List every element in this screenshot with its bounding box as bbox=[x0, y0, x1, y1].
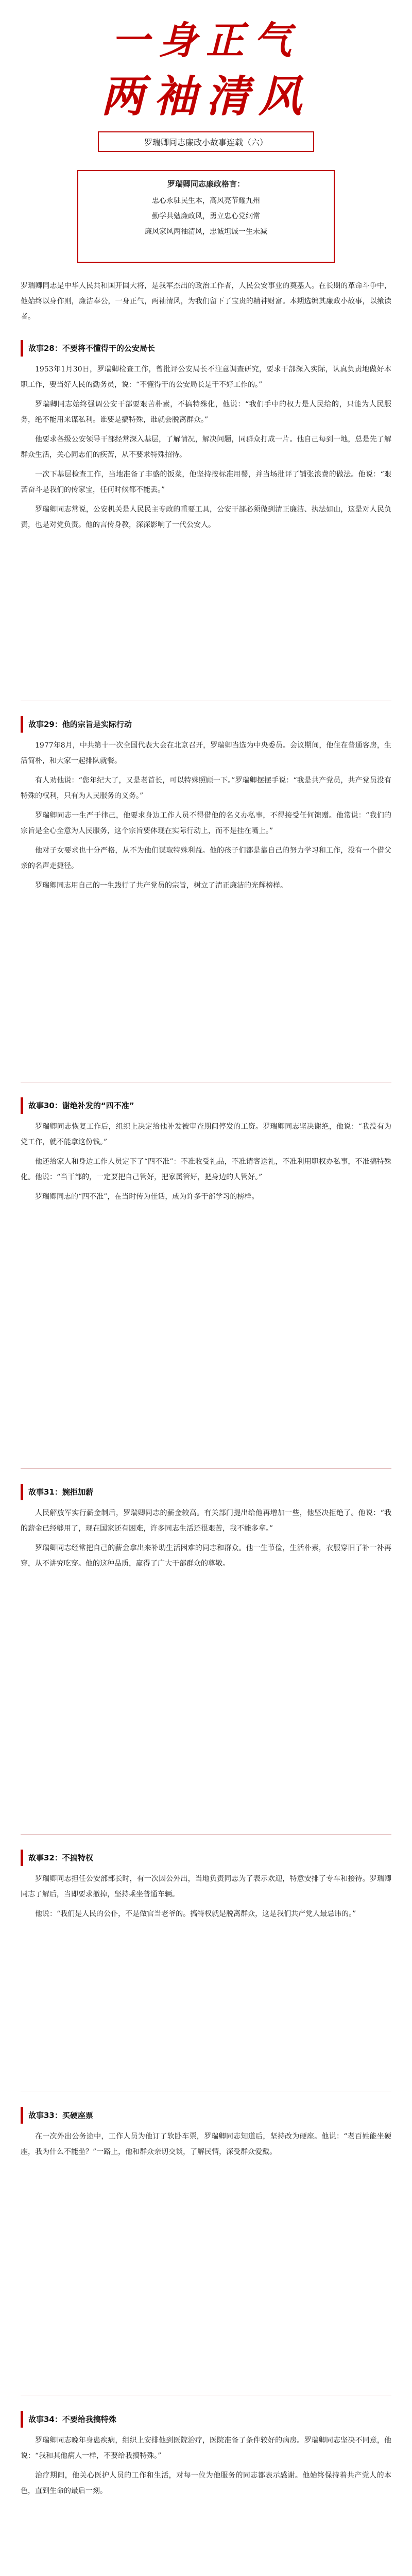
story-29 bbox=[21, 716, 391, 897]
story-paragraph: 人民解放军实行薪金制后，罗瑞卿同志的薪金较高。有关部门提出给他再增加一些，他坚决拒绝了。他说：“我的薪金已经够用了，现在国家还有困难，许多同志生活还很艰苦，我不能多拿。” bbox=[21, 1509, 391, 1533]
story-paragraph: 他对子女要求也十分严格，从不为他们谋取特殊利益。他的孩子们都是靠自己的努力学习和工作，没有一个借父亲的名声走捷径。 bbox=[21, 846, 391, 870]
intro-paragraph: 罗瑞卿同志是中华人民共和国开国大将，是我军杰出的政治工作者，人民公安事业的奠基人。在长期的革命斗争中，他始终以身作则，廉洁奉公，一身正气，两袖清风，为我们留下了宝贵的精神财富。本期选编其廉政小故事，以飨读者。 bbox=[21, 282, 391, 321]
story-paragraph: 一次下基层检查工作，当地准备了丰盛的饭菜，他坚持按标准用餐，并当场批评了铺张浪费的做法。他说：“艰苦奋斗是我们的传家宝，任何时候都不能丢。” bbox=[21, 470, 391, 494]
story-33 bbox=[21, 2107, 391, 2164]
story-paragraph: 有人劝他说：“您年纪大了，又是老首长，可以特殊照顾一下。”罗瑞卿摆摆手说：“我是共产党员，共产党员没有特殊的权利，只有为人民服务的义务。” bbox=[21, 776, 391, 800]
story-title: 故事28：不要将不懂得干的公安局长 bbox=[21, 340, 391, 357]
quote-line: 勤学共勉廉政风，勇立忠心党纲常 bbox=[152, 212, 260, 221]
quote-title: 罗瑞卿同志廉政格言： bbox=[167, 179, 245, 189]
story-paragraph: 在一次外出公务途中，工作人员为他订了软卧车票，罗瑞卿同志知道后，坚持改为硬座。他说：“老百姓能坐硬座，我为什么不能坐？”一路上，他和群众亲切交谈，了解民情，深受群众爱戴。 bbox=[21, 2132, 391, 2156]
divider bbox=[21, 1468, 391, 1469]
story-28 bbox=[21, 340, 391, 537]
story-paragraph: 他要求各级公安领导干部经常深入基层，了解情况，解决问题，同群众打成一片。他自己每到一地，总是先了解群众生活，关心同志们的疾苦，从不要求特殊招待。 bbox=[21, 435, 391, 459]
story-paragraph: 他说：“我们是人民的公仆，不是做官当老爷的。搞特权就是脱离群众，这是我们共产党人最忌讳的。” bbox=[35, 1910, 356, 1918]
story-31 bbox=[21, 1484, 391, 1575]
quote-box bbox=[77, 170, 335, 263]
story-title: 故事31：婉拒加薪 bbox=[21, 1484, 391, 1500]
story-30 bbox=[21, 1097, 391, 1209]
story-32 bbox=[21, 1850, 391, 1926]
quote-line: 廉风家风两袖清风，忠诚坦诚一生未减 bbox=[145, 228, 267, 236]
story-paragraph: 罗瑞卿同志用自己的一生践行了共产党员的宗旨，树立了清正廉洁的光辉榜样。 bbox=[35, 882, 287, 890]
story-title: 故事29：他的宗旨是实际行动 bbox=[21, 716, 391, 733]
story-paragraph: 罗瑞卿同志晚年身患疾病，组织上安排他到医院治疗，医院准备了条件较好的病房。罗瑞卿同志坚决不同意，他说：“我和其他病人一样，不要给我搞特殊。” bbox=[21, 2436, 391, 2460]
story-paragraph: 治疗期间，他关心医护人员的工作和生活，对每一位为他服务的同志都表示感谢。他始终保持着共产党人的本色，直到生命的最后一刻。 bbox=[21, 2471, 391, 2495]
story-paragraph: 罗瑞卿同志担任公安部部长时，有一次因公外出，当地负责同志为了表示欢迎，特意安排了专车和接待。罗瑞卿同志了解后，当即要求撤掉，坚持乘坐普通车辆。 bbox=[21, 1875, 391, 1899]
story-paragraph: 罗瑞卿同志的“四不准”，在当时传为佳话，成为许多干部学习的榜样。 bbox=[35, 1193, 259, 1201]
story-paragraph: 罗瑞卿同志始终强调公安干部要艰苦朴素，不搞特殊化，他说：“我们手中的权力是人民给的，只能为人民服务，绝不能用来谋私利。谁要是搞特殊，谁就会脱离群众。” bbox=[21, 400, 391, 424]
story-paragraph: 罗瑞卿同志恢复工作后，组织上决定给他补发被审查期间停发的工资。罗瑞卿同志坚决谢绝，他说：“我没有为党工作，就不能拿这份钱。” bbox=[21, 1123, 391, 1146]
story-paragraph: 罗瑞卿同志一生严于律己，他要求身边工作人员不得借他的名义办私事，不得接受任何馈赠。他常说：“我们的宗旨是全心全意为人民服务，这个宗旨要体现在实际行动上，而不是挂在嘴上。” bbox=[21, 811, 391, 835]
calligraphy-title-line1: 一身正气 bbox=[111, 19, 301, 63]
story-paragraph: 1953年1月30日，罗瑞卿检查工作，曾批评公安局长不注意调查研究，要求干部深入实际，认真负责地做好本职工作，要当好人民的勤务员，说：“不懂得干的公安局长是干不好工作的。” bbox=[21, 365, 391, 389]
divider bbox=[21, 1834, 391, 1835]
story-paragraph: 罗瑞卿同志常说，公安机关是人民民主专政的重要工具，公安干部必须做到清正廉洁、执法如山，这是对人民负责，也是对党负责。他的言传身教，深深影响了一代公安人。 bbox=[21, 505, 391, 529]
story-paragraph: 罗瑞卿同志经常把自己的薪金拿出来补助生活困难的同志和群众。他一生节俭，生活朴素，衣服穿旧了补一补再穿，从不讲究吃穿。他的这种品质，赢得了广大干部群众的尊敬。 bbox=[21, 1544, 391, 1568]
story-title: 故事34：不要给我搞特殊 bbox=[21, 2411, 391, 2428]
calligraphy-title-line2: 两袖清风 bbox=[100, 71, 311, 122]
series-title: 罗瑞卿同志廉政小故事连载（六） bbox=[98, 131, 314, 152]
story-paragraph: 他还给家人和身边工作人员定下了“四不准”：不准收受礼品，不准请客送礼，不准利用职权办私事，不准搞特殊化。他说：“当干部的，一定要把自己管好，把家属管好，把身边的人管好。” bbox=[21, 1158, 391, 1181]
story-paragraph: 1977年8月，中共第十一次全国代表大会在北京召开，罗瑞卿当选为中央委员。会议期间，他住在普通客房，生活简朴，和大家一起排队就餐。 bbox=[21, 741, 391, 765]
quote-line: 忠心永驻民生本，高风亮节耀九州 bbox=[152, 197, 260, 205]
story-title: 故事33：买硬座票 bbox=[21, 2107, 391, 2124]
header bbox=[0, 0, 412, 258]
story-title: 故事32：不搞特权 bbox=[21, 1850, 391, 1866]
story-34 bbox=[21, 2411, 391, 2503]
story-title: 故事30：谢绝补发的“四不准” bbox=[21, 1097, 391, 1114]
